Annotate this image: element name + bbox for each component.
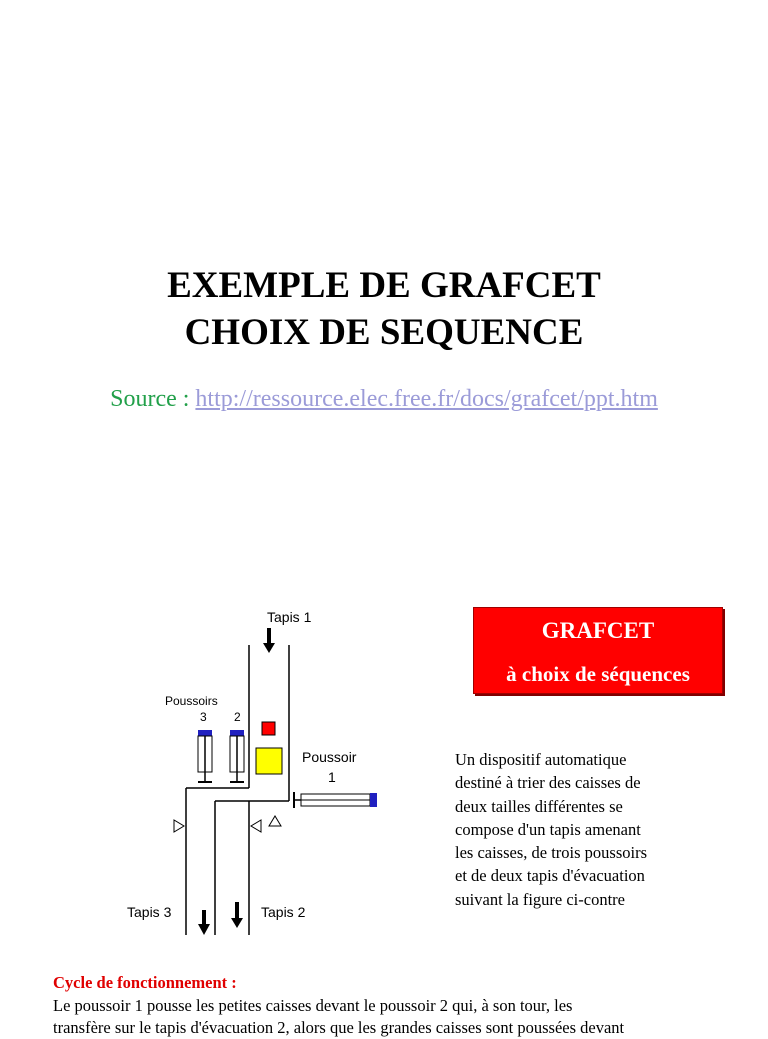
page-title-line2: CHOIX DE SEQUENCE	[184, 312, 584, 353]
tapis3-arrow-icon	[198, 910, 210, 935]
conveyor-walls	[186, 645, 289, 935]
description-line: compose d'un tapis amenant	[455, 819, 641, 839]
cycle-text-line2: transfère sur le tapis d'évacuation 2, alors que les grandes caisses sont poussées devant	[53, 1018, 625, 1037]
poussoir2-number: 2	[234, 710, 241, 724]
tapis1-arrow-icon	[263, 628, 275, 653]
description-line: Un dispositif automatique	[455, 750, 627, 769]
sensor-middle-icon	[251, 820, 261, 832]
poussoir3-number: 3	[200, 710, 207, 724]
source-label: Source :	[110, 386, 196, 412]
cycle-text-line1: Le poussoir 1 pousse les petites caisses devant le poussoir 2 qui, à son tour, les	[53, 996, 573, 1015]
grafcet-title-box	[473, 607, 723, 694]
poussoir2-icon	[230, 730, 244, 782]
poussoir1-label: Poussoir	[302, 749, 357, 765]
large-box	[256, 748, 282, 774]
poussoir3-icon	[198, 730, 212, 782]
description-line: les caisses, de trois poussoirs	[455, 843, 648, 863]
sorting-system-diagram	[0, 595, 460, 945]
description-paragraph	[455, 748, 715, 911]
sensor-left-icon	[174, 820, 184, 832]
poussoir1-number: 1	[328, 769, 336, 785]
source-link[interactable]: http://ressource.elec.free.fr/docs/grafcet/ppt.htm	[195, 386, 658, 412]
description-line: destiné à trier des caisses de	[455, 773, 641, 793]
small-box	[262, 722, 275, 735]
poussoir1-icon	[294, 792, 377, 808]
description-line: et de deux tapis d'évacuation	[455, 866, 645, 886]
description-line: deux tailles différentes se	[455, 796, 623, 816]
source-line	[0, 383, 768, 415]
tapis2-label: Tapis 2	[261, 904, 306, 920]
tapis3-label: Tapis 3	[127, 904, 172, 920]
page-title-line1: EXEMPLE DE GRAFCET	[167, 265, 601, 306]
grafcet-box-subtitle: à choix de séquences	[506, 662, 690, 686]
poussoirs-label: Poussoirs	[165, 694, 218, 708]
sensor-bottom-icon	[269, 816, 281, 826]
grafcet-box-title: GRAFCET	[541, 618, 655, 643]
tapis1-label: Tapis 1	[267, 609, 312, 625]
description-line: suivant la figure ci-contre	[455, 889, 625, 909]
cycle-heading: Cycle de fonctionnement :	[53, 973, 237, 992]
tapis2-arrow-icon	[231, 902, 243, 928]
